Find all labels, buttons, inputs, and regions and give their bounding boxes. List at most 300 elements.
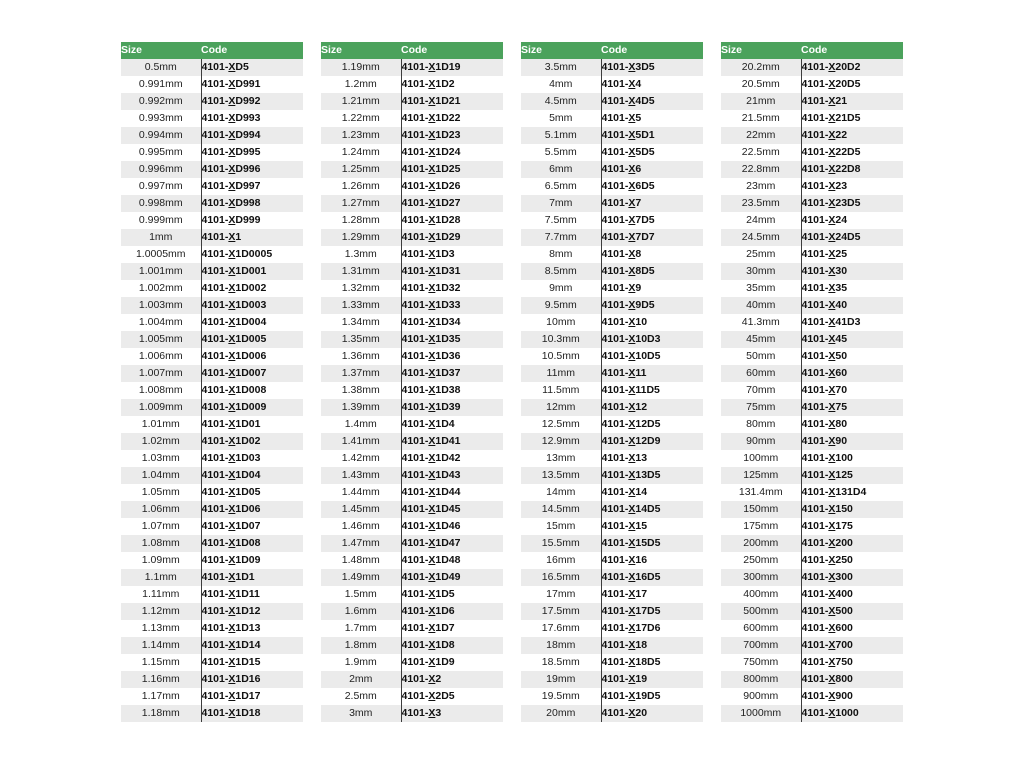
table-row — [321, 178, 503, 195]
table-row — [121, 535, 303, 552]
size-cell: 400mm — [721, 586, 801, 603]
table-row — [721, 501, 903, 518]
code-cell: 4101-X16D5 — [601, 569, 703, 586]
code-cell: 4101-X1D42 — [401, 450, 503, 467]
code-cell: 4101-X1D2 — [401, 76, 503, 93]
table-row — [321, 467, 503, 484]
size-column-header: Size — [321, 42, 401, 59]
size-cell: 1.16mm — [121, 671, 201, 688]
code-cell: 4101-X3 — [401, 705, 503, 722]
code-variable-char: X — [828, 129, 836, 141]
table-row — [321, 263, 503, 280]
code-variable-char: X — [628, 367, 636, 379]
code-cell: 4101-X1D07 — [201, 518, 303, 535]
code-variable-char: X — [228, 231, 236, 243]
code-variable-char: X — [628, 350, 636, 362]
table-row — [121, 178, 303, 195]
code-variable-char: X — [428, 401, 436, 413]
code-variable-char: X — [428, 673, 436, 685]
size-cell: 1.002mm — [121, 280, 201, 297]
code-variable-char: X — [428, 350, 436, 362]
size-cell: 1.12mm — [121, 603, 201, 620]
code-variable-char: X — [828, 435, 836, 447]
table-row — [121, 144, 303, 161]
table-row — [721, 535, 903, 552]
size-cell: 175mm — [721, 518, 801, 535]
size-cell: 1000mm — [721, 705, 801, 722]
size-cell: 12.9mm — [521, 433, 601, 450]
table-row — [521, 535, 703, 552]
code-variable-char: X — [628, 690, 636, 702]
code-cell: 4101-X900 — [801, 688, 903, 705]
code-cell: 4101-X1D007 — [201, 365, 303, 382]
code-variable-char: X — [828, 367, 836, 379]
table-row — [721, 603, 903, 620]
code-variable-char: X — [428, 418, 436, 430]
size-cell: 1mm — [121, 229, 201, 246]
code-variable-char: X — [628, 61, 636, 73]
code-variable-char: X — [228, 129, 236, 141]
code-variable-char: X — [628, 384, 636, 396]
size-cell: 7mm — [521, 195, 601, 212]
table-row — [321, 144, 503, 161]
code-cell: 4101-X23D5 — [801, 195, 903, 212]
code-variable-char: X — [828, 401, 836, 413]
code-variable-char: X — [628, 554, 636, 566]
size-cell: 1.07mm — [121, 518, 201, 535]
code-variable-char: X — [428, 367, 436, 379]
table-row — [521, 705, 703, 722]
code-variable-char: X — [228, 146, 236, 158]
table-row — [721, 144, 903, 161]
size-cell: 1.34mm — [321, 314, 401, 331]
size-cell: 22.5mm — [721, 144, 801, 161]
table-row — [321, 314, 503, 331]
code-cell: 4101-X9 — [601, 280, 703, 297]
code-cell: 4101-X7D7 — [601, 229, 703, 246]
code-cell: 4101-X24 — [801, 212, 903, 229]
code-cell: 4101-X1D49 — [401, 569, 503, 586]
table-row — [721, 110, 903, 127]
table-row — [321, 620, 503, 637]
table-row — [721, 450, 903, 467]
code-variable-char: X — [428, 78, 436, 90]
code-variable-char: X — [228, 452, 236, 464]
code-cell: 4101-X1D36 — [401, 348, 503, 365]
code-variable-char: X — [428, 503, 436, 515]
code-cell: 4101-X175 — [801, 518, 903, 535]
size-cell: 21mm — [721, 93, 801, 110]
code-cell: 4101-XD999 — [201, 212, 303, 229]
size-cell: 1.003mm — [121, 297, 201, 314]
size-cell: 1.27mm — [321, 195, 401, 212]
table-row — [521, 246, 703, 263]
code-variable-char: X — [428, 61, 436, 73]
table-row — [721, 586, 903, 603]
code-variable-char: X — [628, 112, 636, 124]
table-row — [721, 671, 903, 688]
code-cell: 4101-X18 — [601, 637, 703, 654]
code-cell: 4101-XD993 — [201, 110, 303, 127]
table-row — [521, 637, 703, 654]
size-cell: 1.18mm — [121, 705, 201, 722]
code-cell: 4101-X40 — [801, 297, 903, 314]
table-row — [521, 331, 703, 348]
code-variable-char: X — [428, 452, 436, 464]
size-cell: 1.02mm — [121, 433, 201, 450]
code-variable-char: X — [828, 554, 836, 566]
size-cell: 1.42mm — [321, 450, 401, 467]
table-row — [121, 314, 303, 331]
code-cell: 4101-X1D31 — [401, 263, 503, 280]
size-cell: 2mm — [321, 671, 401, 688]
code-cell: 4101-X1D47 — [401, 535, 503, 552]
table-row — [121, 93, 303, 110]
table-row — [521, 382, 703, 399]
table-row — [321, 93, 503, 110]
code-variable-char: X — [628, 571, 636, 583]
size-cell: 1.21mm — [321, 93, 401, 110]
size-cell: 18mm — [521, 637, 601, 654]
table-row — [721, 331, 903, 348]
code-variable-char: X — [228, 112, 236, 124]
code-column-header: Code — [801, 42, 903, 59]
size-cell: 1.22mm — [321, 110, 401, 127]
size-cell: 1.9mm — [321, 654, 401, 671]
code-cell: 4101-X1D46 — [401, 518, 503, 535]
size-cell: 11mm — [521, 365, 601, 382]
code-cell: 4101-X1D26 — [401, 178, 503, 195]
size-cell: 8mm — [521, 246, 601, 263]
size-cell: 9.5mm — [521, 297, 601, 314]
code-variable-char: X — [428, 605, 436, 617]
header-row — [721, 42, 903, 59]
code-variable-char: X — [428, 384, 436, 396]
code-cell: 4101-X2 — [401, 671, 503, 688]
code-cell: 4101-X12D9 — [601, 433, 703, 450]
table-row — [521, 76, 703, 93]
table-row — [521, 348, 703, 365]
size-cell: 1.32mm — [321, 280, 401, 297]
code-cell: 4101-X1D25 — [401, 161, 503, 178]
size-cell: 0.5mm — [121, 59, 201, 76]
code-variable-char: X — [228, 95, 236, 107]
size-cell: 500mm — [721, 603, 801, 620]
code-variable-char: X — [628, 333, 636, 345]
code-variable-char: X — [228, 248, 236, 260]
code-variable-char: X — [428, 146, 436, 158]
code-cell: 4101-X1D9 — [401, 654, 503, 671]
size-cell: 23mm — [721, 178, 801, 195]
table-row — [121, 518, 303, 535]
table-row — [721, 280, 903, 297]
size-cell: 1.48mm — [321, 552, 401, 569]
code-variable-char: X — [828, 656, 836, 668]
size-cell: 150mm — [721, 501, 801, 518]
table-row — [121, 399, 303, 416]
size-cell: 125mm — [721, 467, 801, 484]
table-row — [721, 382, 903, 399]
code-cell: 4101-X1D8 — [401, 637, 503, 654]
code-column-header: Code — [201, 42, 303, 59]
size-cell: 0.992mm — [121, 93, 201, 110]
table-row — [321, 246, 503, 263]
code-cell: 4101-X250 — [801, 552, 903, 569]
size-cell: 4.5mm — [521, 93, 601, 110]
code-cell: 4101-X1D43 — [401, 467, 503, 484]
code-variable-char: X — [828, 469, 836, 481]
size-cell: 1.009mm — [121, 399, 201, 416]
table-row — [321, 59, 503, 76]
code-variable-char: X — [428, 486, 436, 498]
size-cell: 16.5mm — [521, 569, 601, 586]
code-cell: 4101-X1D24 — [401, 144, 503, 161]
size-cell: 0.998mm — [121, 195, 201, 212]
code-cell: 4101-X1D008 — [201, 382, 303, 399]
code-variable-char: X — [828, 78, 836, 90]
table-row — [521, 552, 703, 569]
size-code-table-2 — [321, 42, 503, 722]
code-cell: 4101-X17D5 — [601, 603, 703, 620]
code-cell: 4101-X700 — [801, 637, 903, 654]
code-variable-char: X — [228, 299, 236, 311]
code-cell: 4101-X1D3 — [401, 246, 503, 263]
header-row — [321, 42, 503, 59]
size-cell: 1.006mm — [121, 348, 201, 365]
size-cell: 12.5mm — [521, 416, 601, 433]
code-variable-char: X — [828, 146, 836, 158]
code-variable-char: X — [828, 163, 836, 175]
code-cell: 4101-X12 — [601, 399, 703, 416]
code-variable-char: X — [428, 707, 436, 719]
table-row — [121, 433, 303, 450]
code-cell: 4101-X7 — [601, 195, 703, 212]
code-cell: 4101-X1D32 — [401, 280, 503, 297]
code-cell: 4101-X1D16 — [201, 671, 303, 688]
size-cell: 6mm — [521, 161, 601, 178]
table-row — [321, 688, 503, 705]
size-cell: 1.46mm — [321, 518, 401, 535]
size-cell: 9mm — [521, 280, 601, 297]
code-variable-char: X — [428, 537, 436, 549]
table-row — [121, 297, 303, 314]
code-cell: 4101-X70 — [801, 382, 903, 399]
size-cell: 1.14mm — [121, 637, 201, 654]
table-row — [321, 433, 503, 450]
code-cell: 4101-X21D5 — [801, 110, 903, 127]
size-cell: 30mm — [721, 263, 801, 280]
table-row — [721, 195, 903, 212]
size-cell: 1.13mm — [121, 620, 201, 637]
code-variable-char: X — [228, 622, 236, 634]
size-cell: 1.1mm — [121, 569, 201, 586]
table-row — [321, 569, 503, 586]
code-variable-char: X — [428, 588, 436, 600]
table-row — [521, 365, 703, 382]
table-row — [321, 654, 503, 671]
code-cell: 4101-X6 — [601, 161, 703, 178]
size-cell: 1.49mm — [321, 569, 401, 586]
code-variable-char: X — [628, 95, 636, 107]
size-cell: 300mm — [721, 569, 801, 586]
size-cell: 24mm — [721, 212, 801, 229]
table-row — [721, 688, 903, 705]
code-variable-char: X — [228, 673, 236, 685]
code-cell: 4101-XD997 — [201, 178, 303, 195]
table-row — [721, 620, 903, 637]
table-row — [121, 127, 303, 144]
size-code-table-1 — [121, 42, 303, 722]
size-cell: 1.04mm — [121, 467, 201, 484]
size-cell: 15mm — [521, 518, 601, 535]
size-cell: 3mm — [321, 705, 401, 722]
table-row — [521, 212, 703, 229]
code-variable-char: X — [828, 197, 836, 209]
size-cell: 12mm — [521, 399, 601, 416]
code-variable-char: X — [628, 401, 636, 413]
size-cell: 5.1mm — [521, 127, 601, 144]
size-cell: 1.3mm — [321, 246, 401, 263]
code-variable-char: X — [628, 316, 636, 328]
code-variable-char: X — [428, 197, 436, 209]
table-row — [121, 586, 303, 603]
code-cell: 4101-XD995 — [201, 144, 303, 161]
code-variable-char: X — [228, 418, 236, 430]
code-cell: 4101-X10D5 — [601, 348, 703, 365]
table-row — [721, 246, 903, 263]
code-cell: 4101-X125 — [801, 467, 903, 484]
code-cell: 4101-X100 — [801, 450, 903, 467]
code-variable-char: X — [428, 333, 436, 345]
code-cell: 4101-X1D006 — [201, 348, 303, 365]
size-cell: 1.26mm — [321, 178, 401, 195]
code-variable-char: X — [628, 639, 636, 651]
code-variable-char: X — [828, 61, 836, 73]
code-variable-char: X — [828, 112, 836, 124]
table-row — [721, 178, 903, 195]
code-variable-char: X — [828, 333, 836, 345]
size-cell: 20.2mm — [721, 59, 801, 76]
code-variable-char: X — [828, 520, 836, 532]
code-variable-char: X — [428, 469, 436, 481]
code-variable-char: X — [628, 146, 636, 158]
table-row — [721, 76, 903, 93]
table-row — [321, 586, 503, 603]
table-row — [121, 501, 303, 518]
size-cell: 700mm — [721, 637, 801, 654]
code-variable-char: X — [828, 486, 836, 498]
code-variable-char: X — [428, 129, 436, 141]
code-variable-char: X — [628, 656, 636, 668]
size-cell: 1.4mm — [321, 416, 401, 433]
size-cell: 2.5mm — [321, 688, 401, 705]
code-cell: 4101-X1D21 — [401, 93, 503, 110]
code-cell: 4101-X15D5 — [601, 535, 703, 552]
size-cell: 1.47mm — [321, 535, 401, 552]
size-cell: 11.5mm — [521, 382, 601, 399]
code-variable-char: X — [228, 503, 236, 515]
code-variable-char: X — [228, 520, 236, 532]
code-cell: 4101-X10 — [601, 314, 703, 331]
size-cell: 1.001mm — [121, 263, 201, 280]
size-cell: 45mm — [721, 331, 801, 348]
size-cell: 90mm — [721, 433, 801, 450]
size-cell: 1.45mm — [321, 501, 401, 518]
code-variable-char: X — [628, 299, 636, 311]
code-cell: 4101-X8 — [601, 246, 703, 263]
code-cell: 4101-X131D4 — [801, 484, 903, 501]
table-row — [121, 195, 303, 212]
code-variable-char: X — [828, 282, 836, 294]
table-row — [321, 297, 503, 314]
table-row — [721, 229, 903, 246]
code-cell: 4101-X1D009 — [201, 399, 303, 416]
size-cell: 1.31mm — [321, 263, 401, 280]
code-cell: 4101-X7D5 — [601, 212, 703, 229]
code-cell: 4101-X1D5 — [401, 586, 503, 603]
table-row — [321, 382, 503, 399]
size-cell: 1.01mm — [121, 416, 201, 433]
code-cell: 4101-X8D5 — [601, 263, 703, 280]
code-variable-char: X — [228, 367, 236, 379]
code-cell: 4101-X400 — [801, 586, 903, 603]
code-cell: 4101-X1D45 — [401, 501, 503, 518]
table-row — [121, 484, 303, 501]
code-variable-char: X — [628, 673, 636, 685]
code-cell: 4101-XD991 — [201, 76, 303, 93]
table-row — [321, 161, 503, 178]
code-cell: 4101-X41D3 — [801, 314, 903, 331]
table-row — [121, 654, 303, 671]
code-variable-char: X — [828, 418, 836, 430]
code-variable-char: X — [428, 435, 436, 447]
table-row — [121, 416, 303, 433]
code-variable-char: X — [428, 571, 436, 583]
table-row — [521, 110, 703, 127]
size-cell: 23.5mm — [721, 195, 801, 212]
table-row — [721, 518, 903, 535]
code-variable-char: X — [628, 707, 636, 719]
size-cell: 50mm — [721, 348, 801, 365]
code-cell: 4101-X1D44 — [401, 484, 503, 501]
table-row — [121, 331, 303, 348]
code-variable-char: X — [828, 180, 836, 192]
table-row — [121, 467, 303, 484]
table-row — [721, 348, 903, 365]
table-row — [521, 688, 703, 705]
code-cell: 4101-X1000 — [801, 705, 903, 722]
code-cell: 4101-X2D5 — [401, 688, 503, 705]
code-variable-char: X — [428, 299, 436, 311]
code-cell: 4101-X1D4 — [401, 416, 503, 433]
table-row — [521, 654, 703, 671]
size-cell: 1.35mm — [321, 331, 401, 348]
table-row — [321, 637, 503, 654]
code-cell: 4101-X1D28 — [401, 212, 503, 229]
code-variable-char: X — [628, 231, 636, 243]
table-row — [321, 518, 503, 535]
code-variable-char: X — [828, 231, 836, 243]
code-variable-char: X — [228, 639, 236, 651]
code-variable-char: X — [828, 707, 836, 719]
code-variable-char: X — [428, 248, 436, 260]
code-variable-char: X — [828, 214, 836, 226]
code-cell: 4101-X1D01 — [201, 416, 303, 433]
table-row — [521, 144, 703, 161]
code-variable-char: X — [628, 588, 636, 600]
size-cell: 75mm — [721, 399, 801, 416]
code-cell: 4101-X1D14 — [201, 637, 303, 654]
